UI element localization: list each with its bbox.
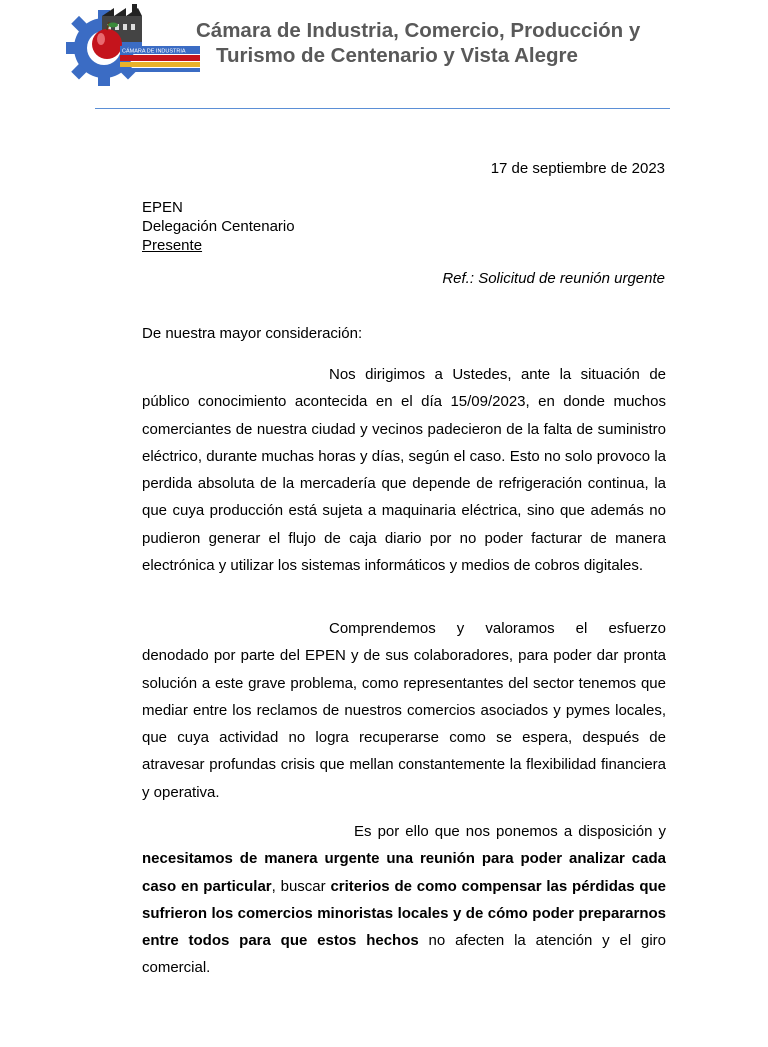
organization-name	[196, 18, 716, 68]
logo-nameplate	[120, 46, 200, 72]
paragraph-3	[142, 818, 666, 982]
header-divider	[95, 108, 670, 109]
org-name-line1: Cámara de Industria, Comercio, Producción y	[196, 19, 641, 42]
letterhead	[0, 0, 768, 115]
paragraph-2	[142, 615, 666, 806]
letter-date: 17 de septiembre de 2023	[490, 160, 665, 177]
paragraph-3-text-a: Es por ello que nos ponemos a disposición y	[354, 823, 666, 840]
recipient-presente: Presente	[142, 237, 203, 254]
paragraph-3-bold-b: criterios de como compensar las pérdidas que sufrieron los comercios minoristas locales y de cómo poder prepararnos entre todos para que estos hechos	[142, 877, 667, 950]
paragraph-1-text: Nos dirigimos a Ustedes, ante la situación de público conocimiento acontecida en el día 15/09/2023, en donde muchos comerciantes de nuestra ciudad y vecinos padecieron de la falta de suministro eléctrico, durante muchas horas y días, según el caso. Esto no solo provoco la perdida absoluta de la mercadería que depende de refrigeración continua, la que cuya producción está sujeta a maquinaria eléctrica, sino que además no pudieron generar el flujo de caja diario por no poder facturar de manera electrónica y utilizar los sistemas informáticos y medios de cobros digitales.	[142, 366, 666, 575]
recipient-office: Delegación Centenario	[142, 218, 295, 235]
org-name-line2: Turismo de Centenario y Vista Alegre	[216, 44, 578, 67]
paragraph-2-text: Comprendemos y valoramos el esfuerzo denodado por parte del EPEN y de sus colaboradores, para poder dar pronta solución a este grave problema, como representantes del sector tenemos que mediar entre los reclamos de nuestros comercios asociados y pymes locales, que cuya actividad no logra recuperarse como se espera, después de atravesar profundas crisis que mellan constantemente la flexibilidad financiera y operativa.	[142, 620, 666, 801]
salutation: De nuestra mayor consideración:	[142, 325, 363, 342]
paragraph-3-text-e: no afecten la atención y el giro comercial.	[142, 932, 666, 977]
paragraph-3-bold-a: necesitamos de manera urgente una reunión para poder analizar cada caso en particular	[142, 850, 666, 895]
paragraph-1	[142, 361, 666, 579]
paragraph-3-text-c: , buscar	[271, 877, 331, 895]
reference-line: Ref.: Solicitud de reunión urgente	[442, 270, 665, 287]
chamber-logo	[62, 4, 202, 94]
recipient-name: EPEN	[142, 199, 183, 216]
logo-text: CÁMARA DE INDUSTRIA	[122, 48, 186, 55]
recipient-block	[142, 198, 295, 255]
